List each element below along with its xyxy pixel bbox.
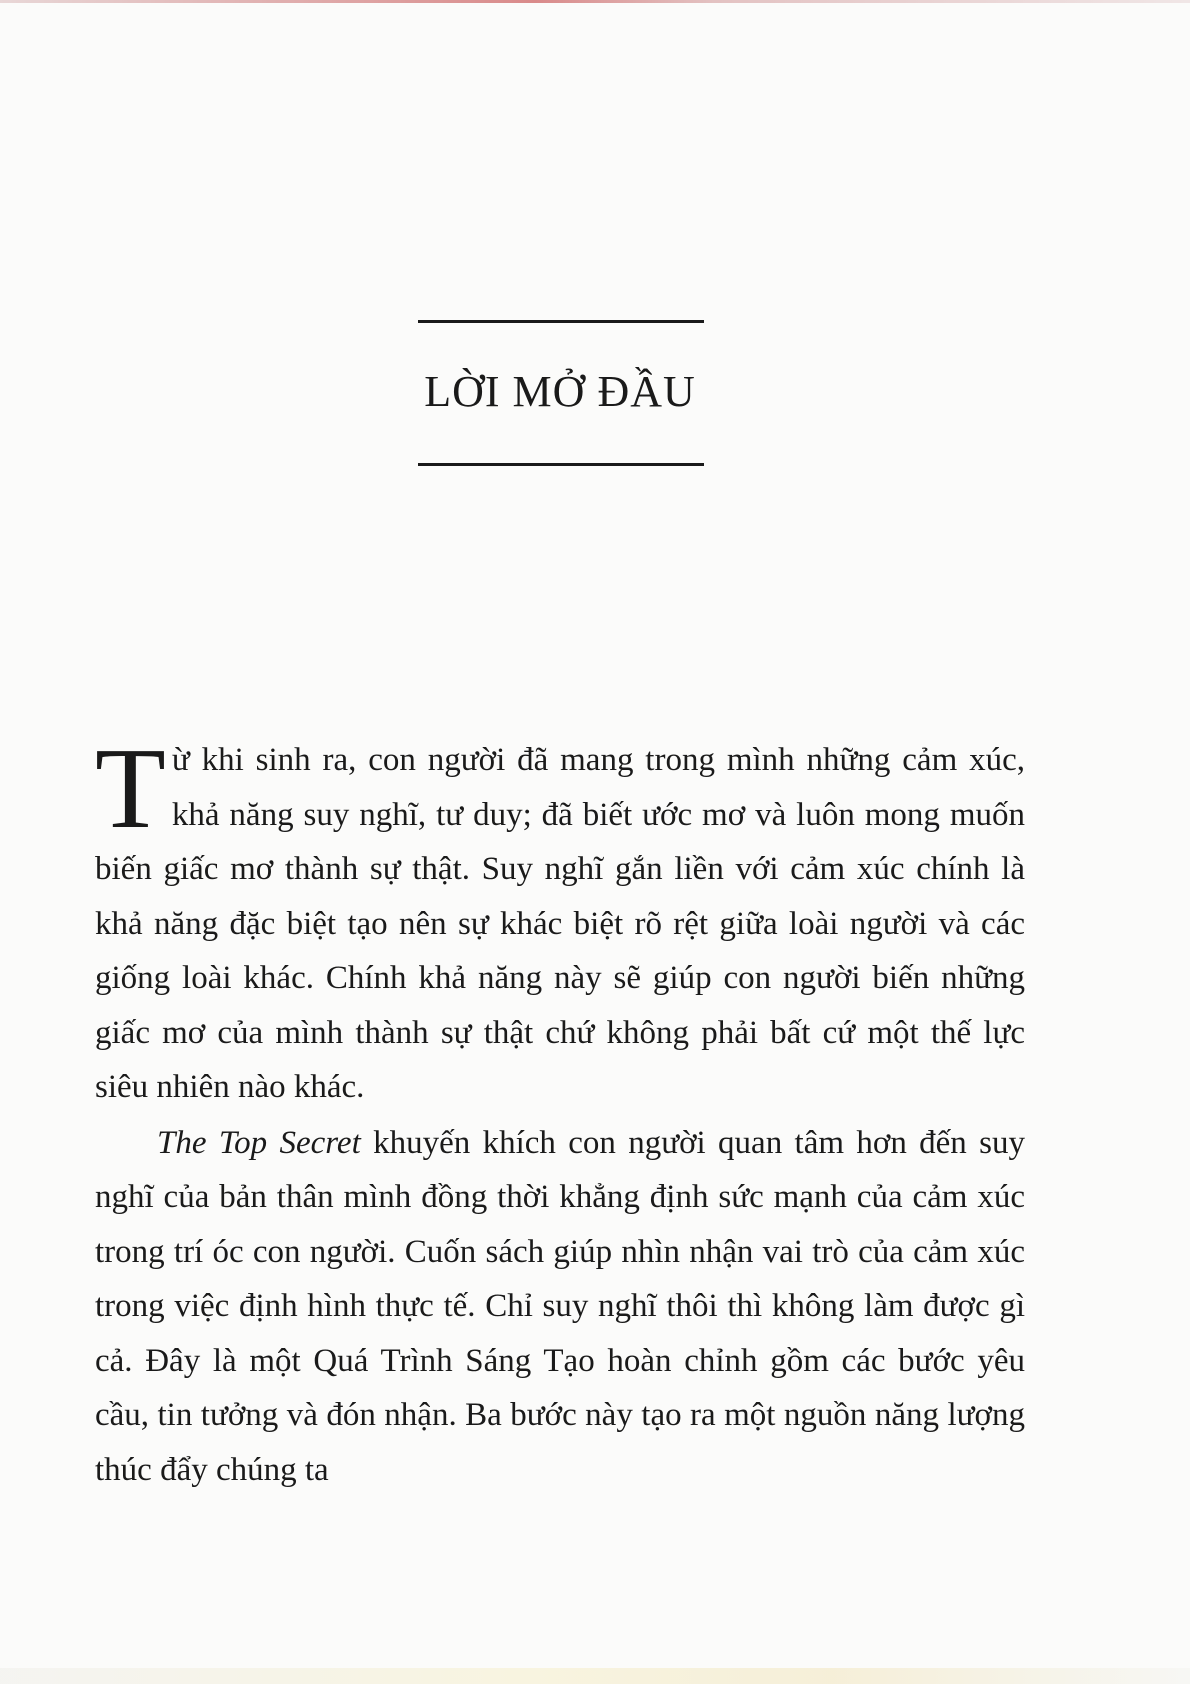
paragraph-1 xyxy=(95,725,1025,1115)
book-title: The Top Secret xyxy=(157,1124,361,1161)
title-rule-top xyxy=(418,320,704,323)
paragraph-2 xyxy=(95,1116,1025,1498)
body-text xyxy=(95,725,1025,1497)
chapter-title: LỜI MỞ ĐẦU xyxy=(424,367,696,416)
page-top-edge xyxy=(0,0,1190,3)
paragraph-1-text: ừ khi sinh ra, con người đã mang trong mình những cảm xúc, khả năng suy nghĩ, tư duy; đã biết ước mơ và luôn mong muốn biến giấc mơ thành sự thật. Suy nghĩ gắn liền với cảm xúc chính là khả năng đặc biệt tạo nên sự khác biệt rõ rệt giữa loài người và các giống loài khác. Chính khả năng này sẽ giúp con người biến những giấc mơ của mình thành sự thật chứ không phải bất cứ một thế lực siêu nhiên nào khác. xyxy=(95,742,1025,1105)
drop-cap: T xyxy=(95,725,166,853)
paragraph-2-text: khuyến khích con người quan tâm hơn đến suy nghĩ của bản thân mình đồng thời khẳng định sức mạnh của cảm xúc trong trí óc con người. Cuốn sách giúp nhìn nhận vai trò của cảm xúc trong việc định hình thực tế. Chỉ suy nghĩ thôi thì không làm được gì cả. Đây là một Quá Trình Sáng Tạo hoàn chỉnh gồm các bước yêu cầu, tin tưởng và đón nhận. Ba bước này tạo ra một nguồn năng lượng thúc đẩy chúng ta xyxy=(95,1124,1025,1488)
page-bottom-edge xyxy=(0,1668,1190,1684)
title-rule-bottom xyxy=(418,463,704,466)
